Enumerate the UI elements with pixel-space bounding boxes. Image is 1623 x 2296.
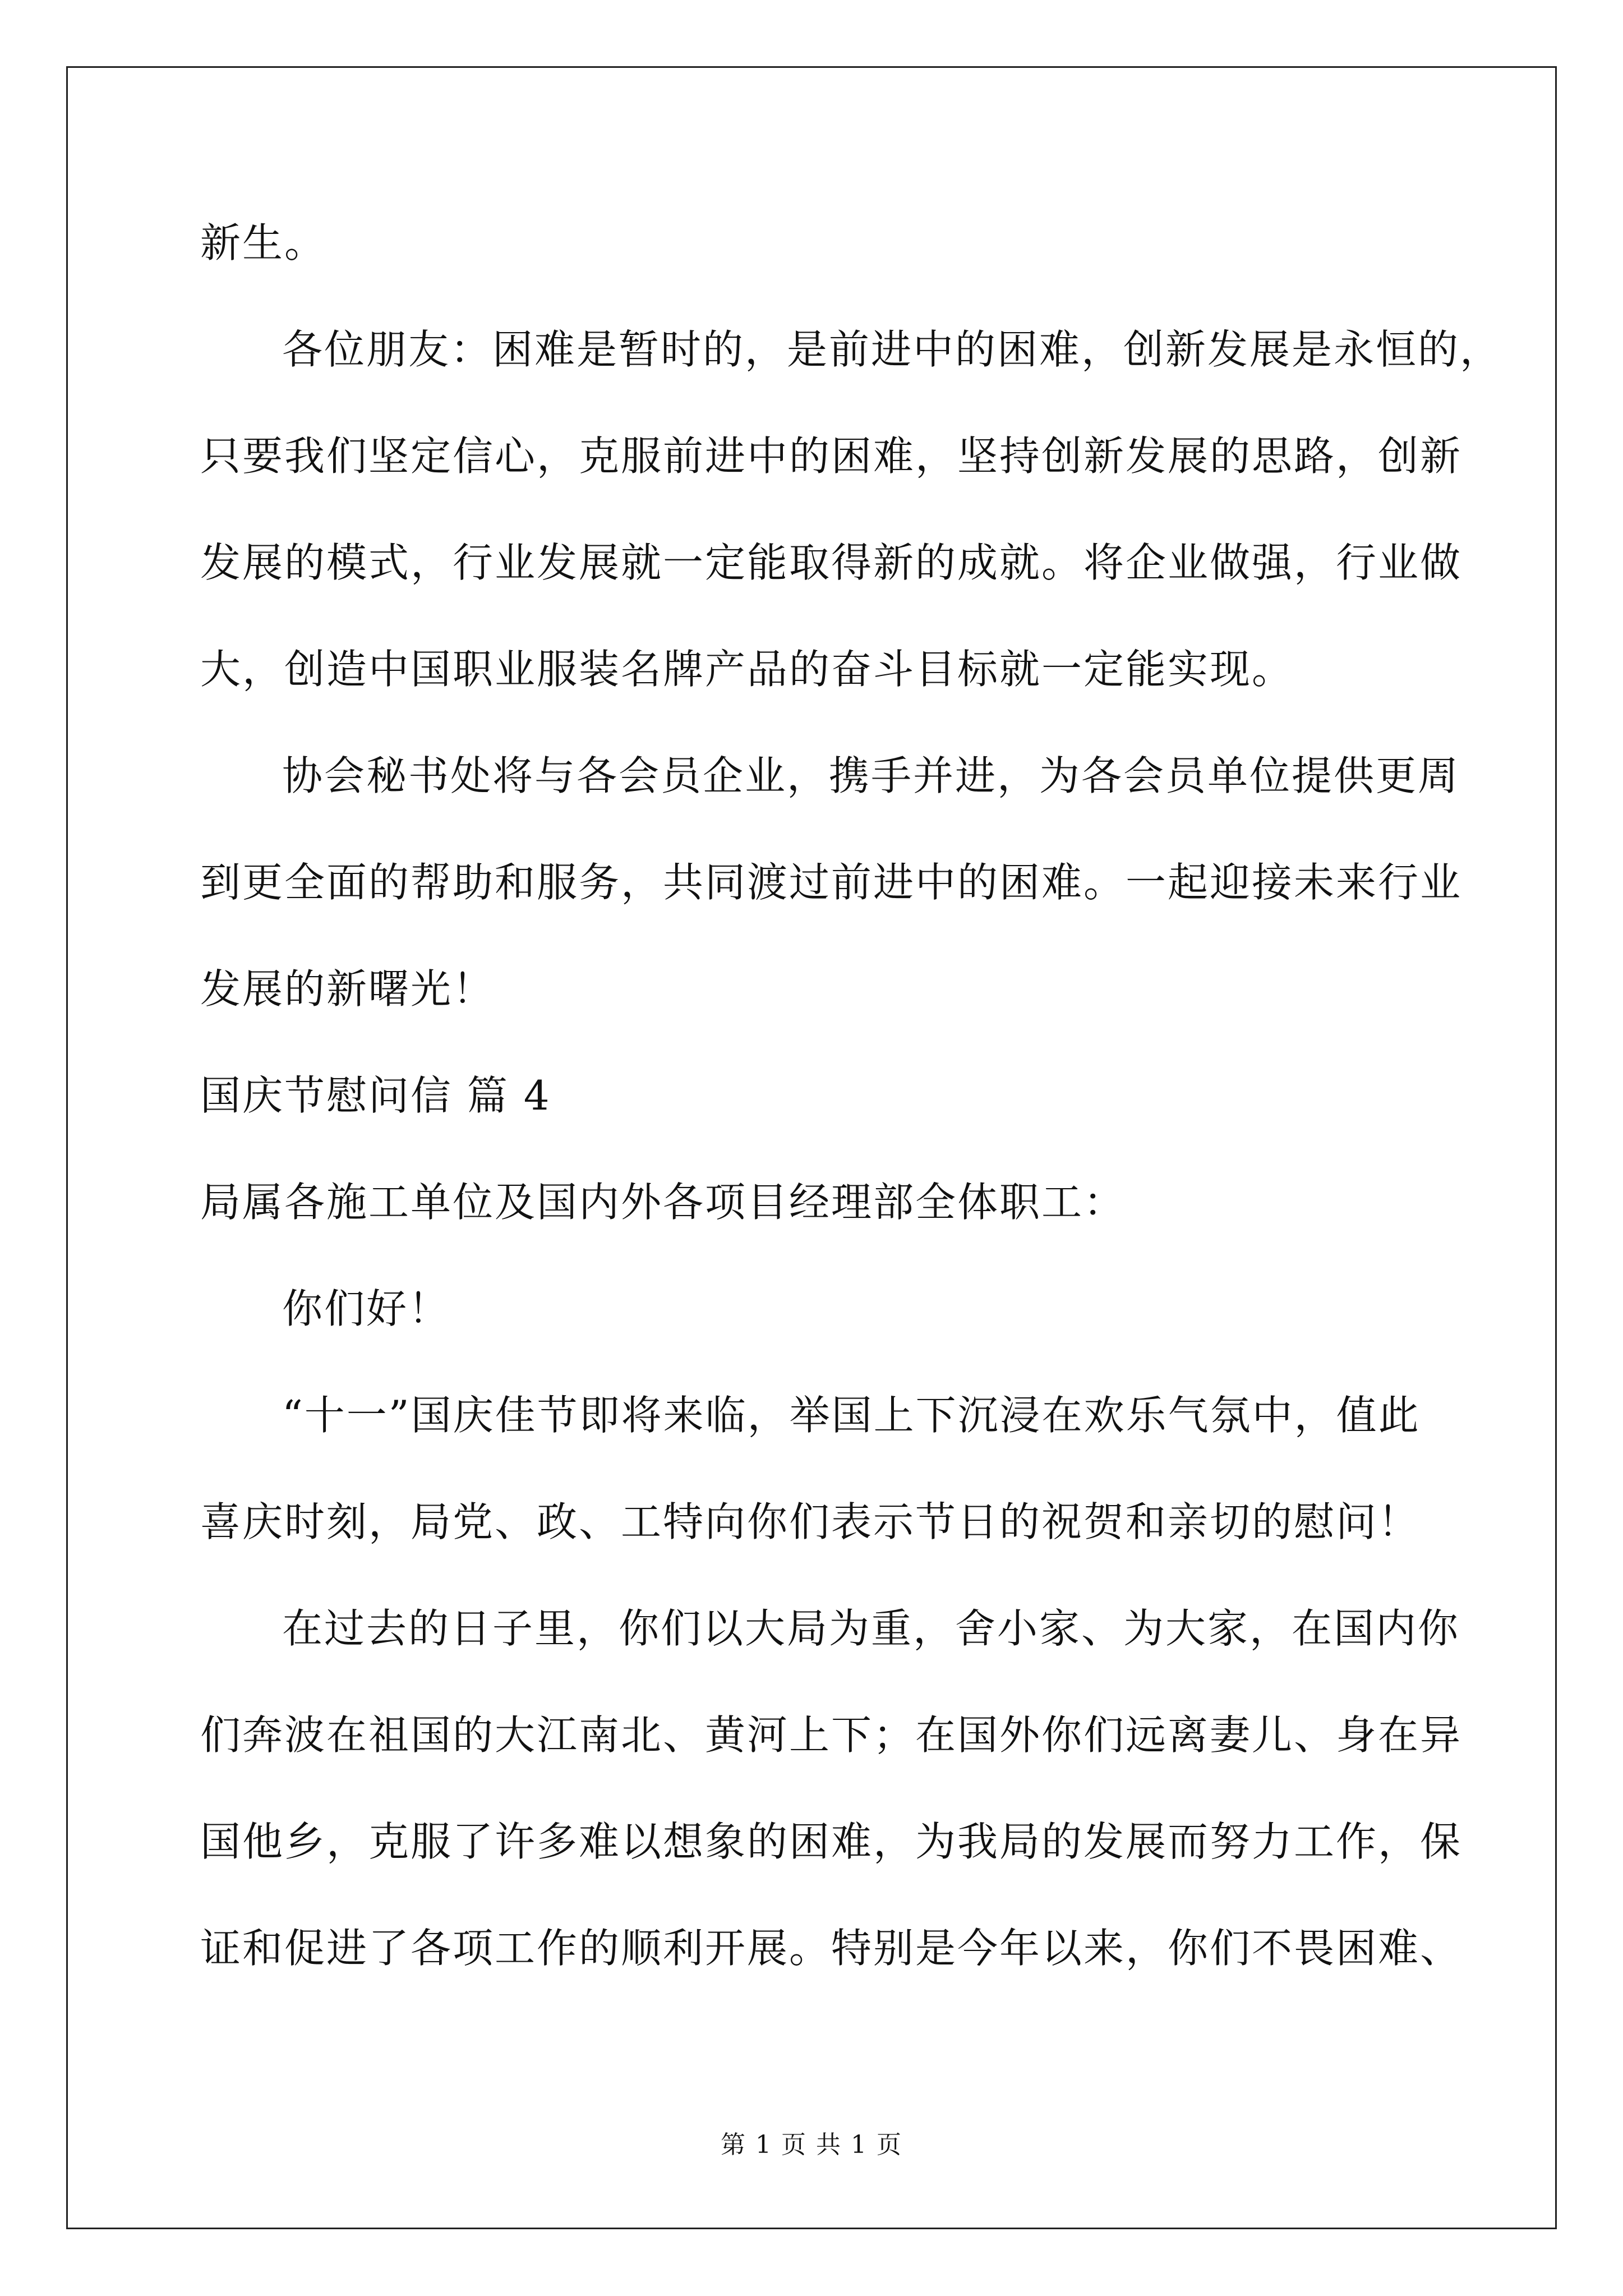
text-line: 国他乡，克服了许多难以想象的困难，为我局的发展而努力工作，保 [200,1818,1463,1865]
text-line: 发展的新曙光！ [200,965,495,1013]
text-line: “十一”国庆佳节即将来临，举国上下沉浸在欢乐气氛中，值此 [282,1392,1421,1439]
page-frame [66,66,1557,2229]
salutation: 局属各施工单位及国内外各项目经理部全体职工： [200,1179,1126,1226]
page-footer: 第 1 页 共 1 页 [721,2131,902,2159]
text-line: 证和促进了各项工作的顺利开展。特别是今年以来，你们不畏困难、 [200,1925,1463,1972]
text-line: 在过去的日子里，你们以大局为重，舍小家、为大家，在国内你 [282,1605,1460,1652]
text-line: 协会秘书处将与各会员企业，携手并进，为各会员单位提供更周 [282,752,1460,799]
text-line: 喜庆时刻，局党、政、工特向你们表示节日的祝贺和亲切的慰问！ [200,1498,1421,1545]
text-line: 大，创造中国职业服装名牌产品的奋斗目标就一定能实现。 [200,646,1294,693]
section-heading: 国庆节慰问信 篇 4 [200,1072,551,1119]
text-line: 各位朋友：困难是暂时的，是前进中的困难，创新发展是永恒的， [282,326,1502,373]
text-line: 新生。 [200,219,327,266]
text-line: 们奔波在祖国的大江南北、黄河上下；在国外你们远离妻儿、身在异 [200,1711,1463,1759]
text-line: 到更全面的帮助和服务，共同渡过前进中的困难。一起迎接未来行业 [200,859,1463,906]
text-line: 只要我们坚定信心，克服前进中的困难，坚持创新发展的思路，创新 [200,432,1463,480]
greeting: 你们好！ [282,1285,451,1332]
text-line: 发展的模式，行业发展就一定能取得新的成就。将企业做强，行业做 [200,539,1463,586]
